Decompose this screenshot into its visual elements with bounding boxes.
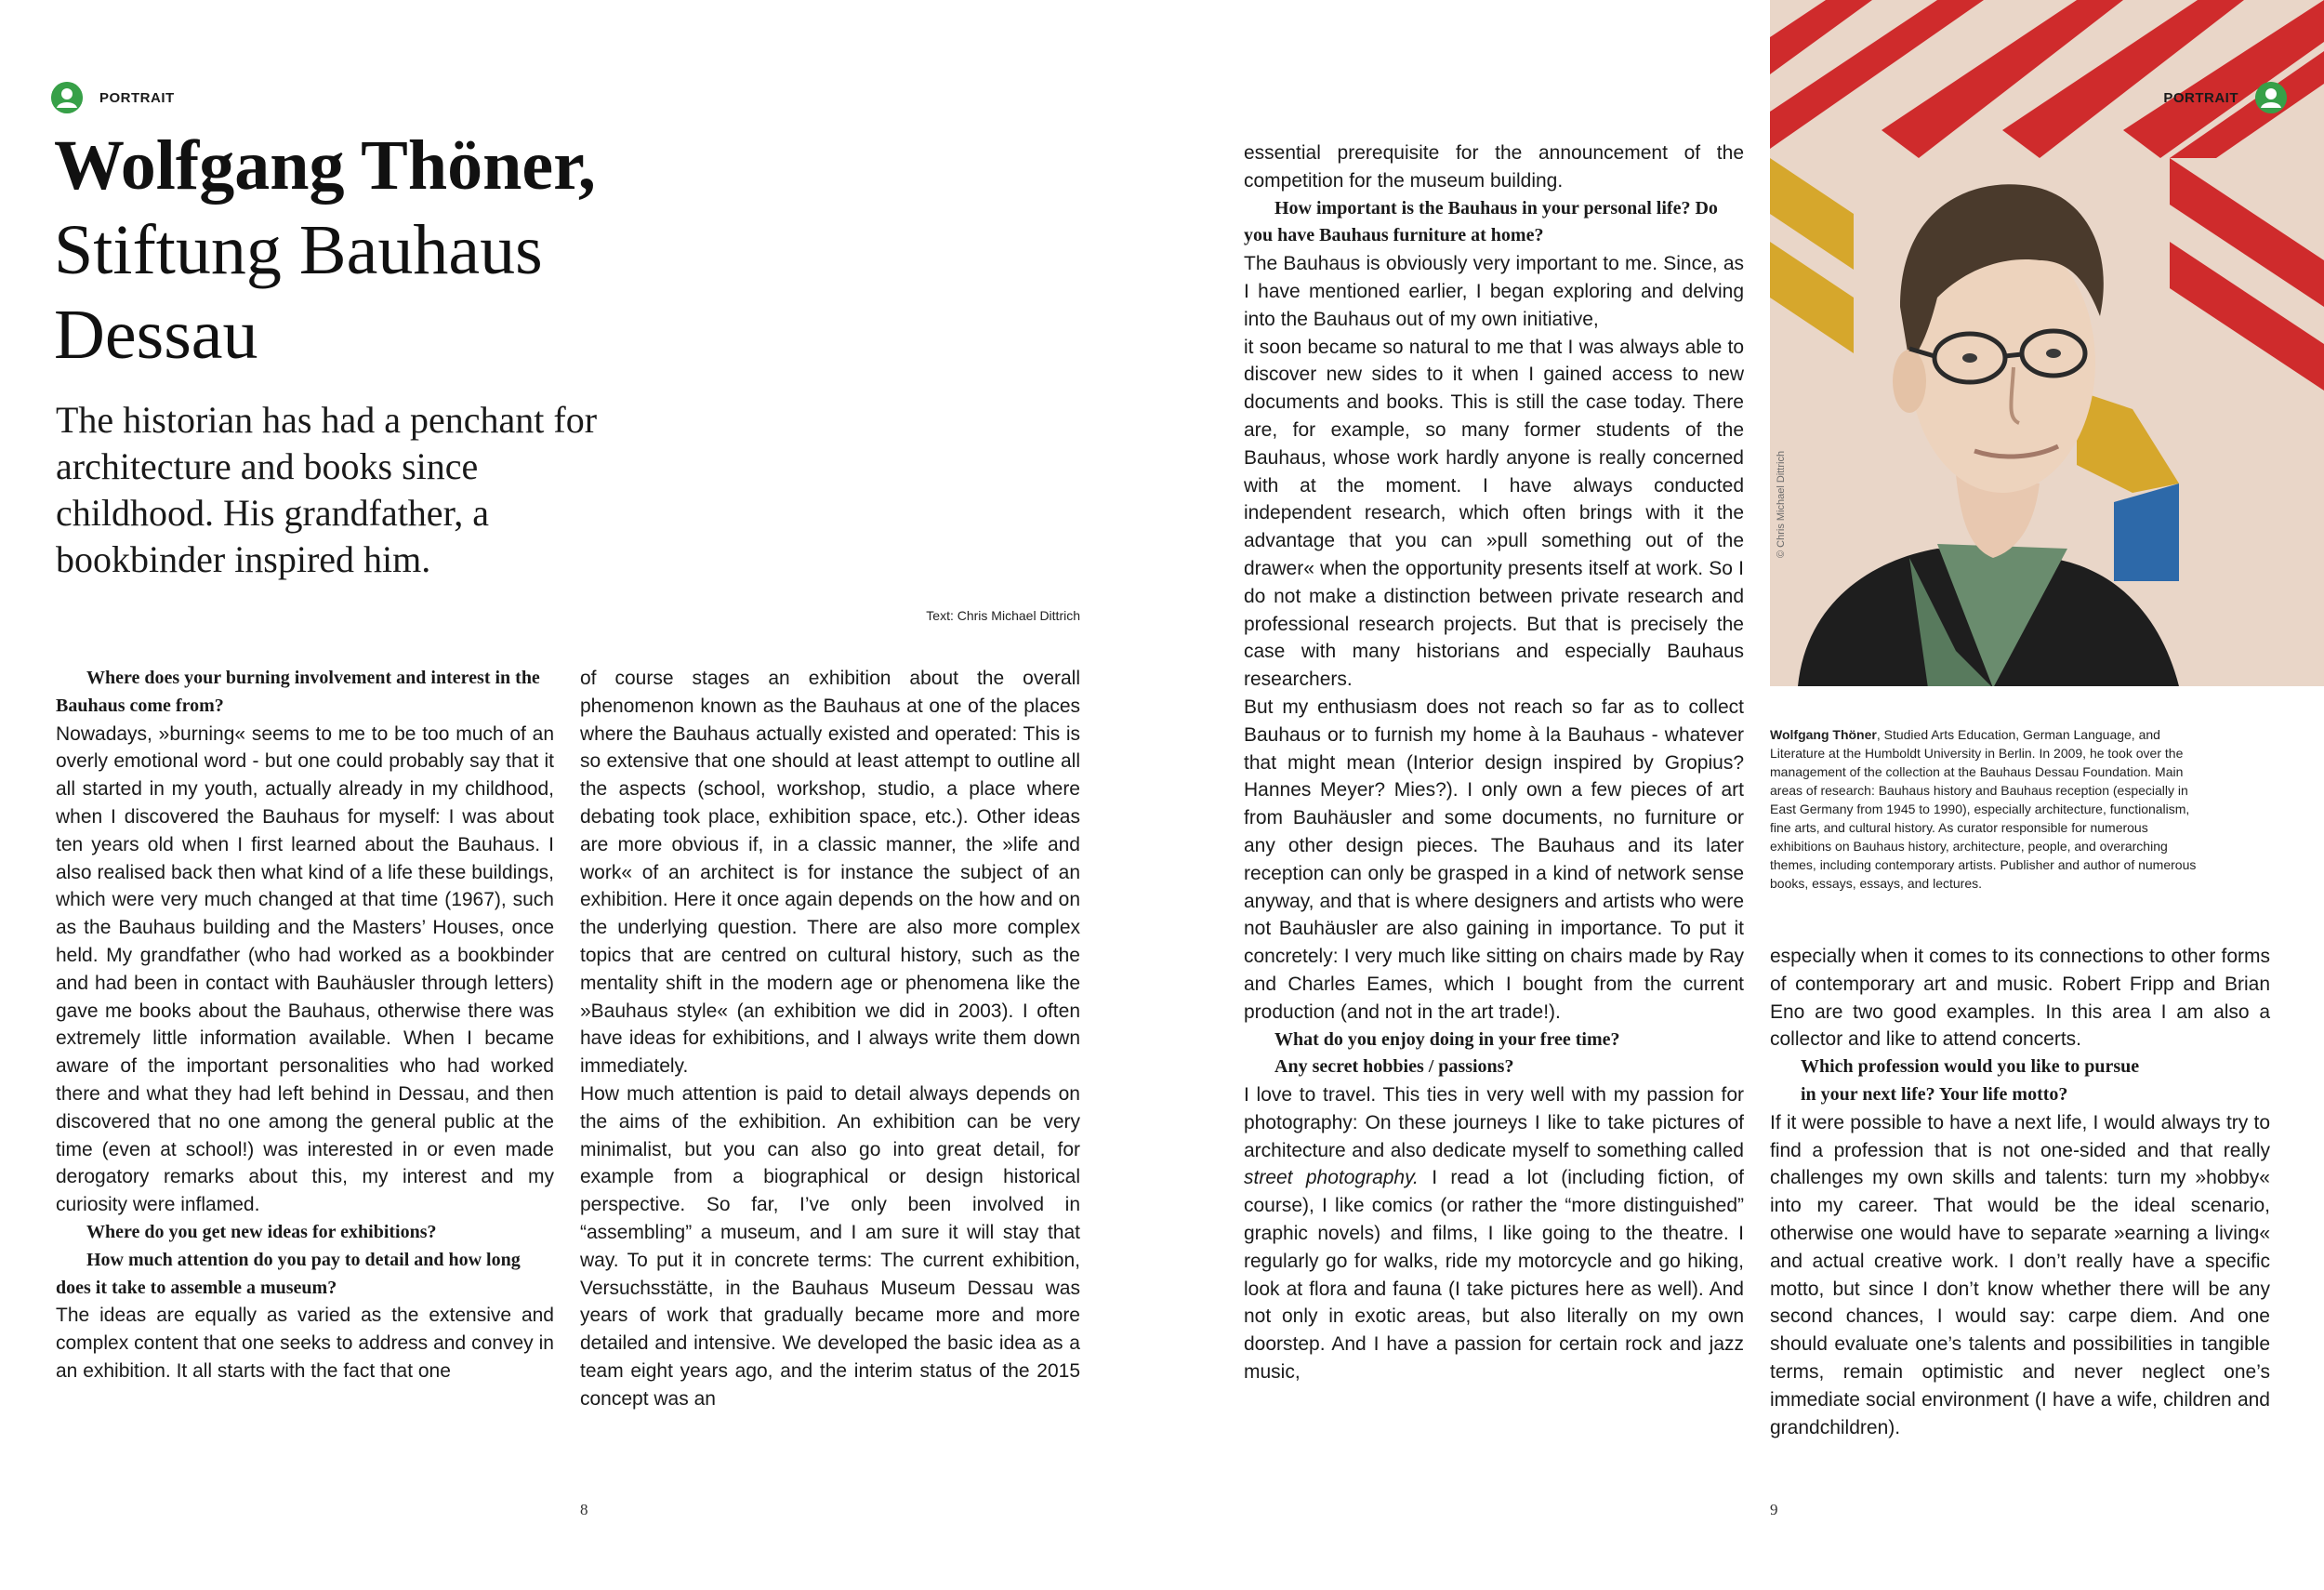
answer-emphasis: street photography. xyxy=(1244,1167,1419,1189)
answer: essential prerequisite for the announcement of the competition for the museum building. xyxy=(1244,142,1744,192)
answer: How much attention is paid to detail always depends on the aims of the exhibition. An exhibition can be very minimalist, but you can also go into great detail, for example from a biographical or design historical perspective. So far, I’ve only been involved in “assembling” a museum, and I am sure it will stay that way. To put it in concrete terms: The current exhibition, Versuchsstätte, in the Bauhaus Museum Dessau was years of work that gradually became more and more detailed and intensive. We developed the basic idea as a team eight years ago, and the interim status of the 2015 concept was an xyxy=(580,1082,1080,1410)
bio-name: Wolfgang Thöner xyxy=(1770,727,1877,742)
answer: it soon became so natural to me that I was always able to discover new sides to it when I gained access to new documents and books. This is still the case today. There are, for example, so many former students of the Bauhaus, whose work hardly anyone is really concerned with at the moment. I have always conducted independent research, which often brings with it the advantage that you can »pull something out of the drawer« when the opportunity presents itself at work. So I do not make a distinction between private research and professional research projects. But that is precisely the case with many historians and especially Bauhaus researchers. xyxy=(1244,336,1744,691)
text-column-4 xyxy=(1770,943,2270,1441)
answer: The Bauhaus is obviously very important to me. Since, as I have mentioned earlier, I began exploring and delving into the Bauhaus out of my own initiative, xyxy=(1244,253,1744,330)
article-title xyxy=(54,124,760,378)
person-icon xyxy=(2255,82,2287,113)
text-column-1 xyxy=(56,665,554,1385)
title-name: Wolfgang Thöner, xyxy=(54,126,596,205)
illustration-credit: © Chris Michael Dittrich xyxy=(1776,450,1787,558)
question: Which profession would you like to pursue xyxy=(1801,1056,2140,1078)
question: Where does your burning involvement and interest in the Bauhaus come from? xyxy=(56,668,540,716)
answer: of course stages an exhibition about the overall phenomenon known as the Bauhaus at one of the places where the Bauhaus actually existed and operated: This is so extensive that one should at least attempt to outline all the aspects (school, workshop, studio, a place where debating took place, exhibition space, etc.). Other ideas are more obvious if, in a classic manner, the »life and work« of an architect is for instance the subject of an exhibition. Here it once again depends on the how and on the underlying question. There are also more complex topics that are centred on cultural history, such as the mentality shift in the modern age or phenomena like the »Bauhaus style« (an exhibition we did in 2003). I often have ideas for exhibitions, and I always write them down immediately. xyxy=(580,668,1080,1078)
page-number: 9 xyxy=(1770,1501,1778,1518)
question: in your next life? Your life motto? xyxy=(1801,1083,2068,1105)
author-bio xyxy=(1770,725,2207,893)
answer: If it were possible to have a next life, I would always try to find a profession that is not one-sided and that really challenges my own skills and talents: turn my »hobby« into my career. That would be the ideal scenario, otherwise one would have to separate »earning a living« and actual creative work. I don’t really have a specific motto, but since I don’t know whether there will be any second chances, I would say: carpe diem. And one should evaluate one’s talents and possibilities in tangible terms, remain optimistic and never neglect one’s immediate social environment (I have a wife, children and grandchildren). xyxy=(1770,1111,2270,1438)
article-deck: The historian has had a penchant for architecture and books since childhood. His grandfather, a bookbinder inspired him. xyxy=(56,399,598,580)
section-tag xyxy=(2163,82,2287,113)
text-credit: Text: Chris Michael Dittrich xyxy=(926,608,1080,623)
section-label: PORTRAIT xyxy=(2163,89,2238,106)
answer: But my enthusiasm does not reach so far as to collect Bauhaus or to furnish my home à la Bauhaus - whatever that might mean (Interior design inspired by Gropius? Hannes Meyer? Mies?). I only own a few pieces of art from Bauhäusler and some documents, no furniture or any other design pieces. The Bauhaus and its later reception can only be grasped in a kind of network sense anyway, and that is where designers and artists who were not Bauhäusler are also gaining in importance. To put it concretely: I very much like sitting on chairs made by Ray and Charles Eames, which I bought from the current production (and not in the art trade!). xyxy=(1244,696,1744,1023)
title-city: Dessau xyxy=(54,296,258,374)
text-column-3 xyxy=(1244,139,1744,1386)
question: How important is the Bauhaus in your personal life? Do you have Bauhaus furniture at home? xyxy=(1244,197,1718,246)
bio-text: , Studied Arts Education, German Language, and Literature at the Humboldt University in Berlin. In 2009, he took over the management of the collection at the Bauhaus Dessau Foundation. Main areas of research: Bauhaus history and Bauhaus reception (especially in East Germany from 1945 to 1990), especially architecture, functionalism, fine arts, and cultural history. As curator responsible for numerous exhibitions on Bauhaus history, architecture, people, and overarching themes, including contemporary artists. Publisher and author of numerous books, essays, essays, and lectures. xyxy=(1770,727,2197,891)
section-tag xyxy=(51,82,175,113)
answer-part: I read a lot (including fiction, of course), I like comics (or rather the “more distinguished” graphic novels) and films, I like going to the theatre. I regularly go for walks, ride my motorcycle and go hiking, look at flora and fauna (I take pictures here as well). And not only in exotic areas, but also literally on my own doorstep. And I have a passion for certain rock and jazz music, xyxy=(1244,1167,1744,1384)
answer: Nowadays, »burning« seems to me to be too much of an overly emotional word - but one could probably say that it all started in my youth, actually already in my childhood, when I discovered the Bauhaus for myself: I was about ten years old when I first learned about the Bauhaus. I also realised back then what kind of a life these buildings, which were very much changed at that time (1967), such as the Bauhaus building and the Masters’ Houses, once held. My grandfather (who had worked as a bookbinder and had been in contact with Bauhäusler through letters) gave me books about the Bauhaus, otherwise there was extremely little information available. When I became aware of the important personalities who had worked there and what they had left behind in Dessau, and then discovered that no one among the general public at the time (even at school!) was interested in or even made derogatory remarks about this, my interest and my curiosity were inflamed. xyxy=(56,722,554,1216)
answer xyxy=(1244,1081,1744,1386)
answer: The ideas are equally as varied as the extensive and complex content that one seeks to address and convey in an exhibition. It all starts with the fact that one xyxy=(56,1305,554,1382)
answer: especially when it comes to its connections to other forms of contemporary art and music. Robert Fripp and Brian Eno are two good examples. In this area I am also a collector and like to attend concerts. xyxy=(1770,946,2270,1051)
answer-part: I love to travel. This ties in very well with my passion for photography: On these journeys I like to take pictures of architecture and also dedicate myself to something called xyxy=(1244,1084,1744,1161)
title-org: Stiftung Bauhaus xyxy=(54,211,543,289)
question: Where do you get new ideas for exhibitions? xyxy=(86,1221,437,1242)
person-icon xyxy=(51,82,83,113)
question: What do you enjoy doing in your free time? xyxy=(1274,1028,1620,1050)
question: Any secret hobbies / passions? xyxy=(1274,1056,1514,1078)
page-number: 8 xyxy=(580,1501,588,1518)
text-column-2 xyxy=(580,665,1080,1413)
question: How much attention do you pay to detail and how long does it take to assemble a museum? xyxy=(56,1249,521,1298)
right-page xyxy=(1162,0,2324,1590)
section-label: PORTRAIT xyxy=(99,89,175,106)
